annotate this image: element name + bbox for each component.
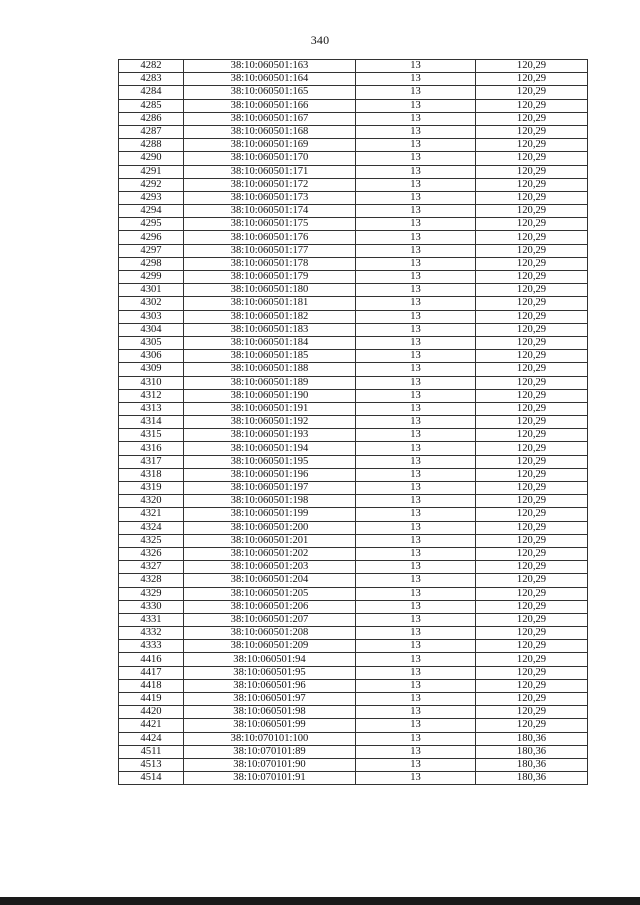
cadastral-number-cell: 38:10:060501:173 (184, 191, 356, 204)
area-cell: 120,29 (476, 482, 588, 495)
area-cell: 120,29 (476, 257, 588, 270)
area-cell: 120,29 (476, 178, 588, 191)
cadastral-number-cell: 38:10:060501:165 (184, 86, 356, 99)
table-row (119, 587, 588, 600)
cadastral-number-cell: 38:10:070101:100 (184, 732, 356, 745)
area-cell: 120,29 (476, 455, 588, 468)
area-cell: 120,29 (476, 86, 588, 99)
table-row (119, 139, 588, 152)
zone-cell: 13 (356, 376, 476, 389)
area-cell: 180,36 (476, 772, 588, 785)
area-cell: 120,29 (476, 191, 588, 204)
table-row (119, 86, 588, 99)
zone-cell: 13 (356, 495, 476, 508)
cadastral-number-cell: 38:10:060501:189 (184, 376, 356, 389)
table-row (119, 455, 588, 468)
area-cell: 180,36 (476, 745, 588, 758)
row-number-cell: 4424 (119, 732, 184, 745)
zone-cell: 13 (356, 152, 476, 165)
cadastral-number-cell: 38:10:060501:190 (184, 389, 356, 402)
area-cell: 120,29 (476, 627, 588, 640)
table-row (119, 666, 588, 679)
zone-cell: 13 (356, 257, 476, 270)
zone-cell: 13 (356, 745, 476, 758)
zone-cell: 13 (356, 125, 476, 138)
table-row (119, 693, 588, 706)
cadastral-number-cell: 38:10:060501:182 (184, 310, 356, 323)
zone-cell: 13 (356, 310, 476, 323)
zone-cell: 13 (356, 112, 476, 125)
table-row (119, 627, 588, 640)
row-number-cell: 4319 (119, 482, 184, 495)
row-number-cell: 4314 (119, 416, 184, 429)
zone-cell: 13 (356, 297, 476, 310)
zone-cell: 13 (356, 363, 476, 376)
zone-cell: 13 (356, 271, 476, 284)
row-number-cell: 4417 (119, 666, 184, 679)
cadastral-number-cell: 38:10:060501:209 (184, 640, 356, 653)
cadastral-number-cell: 38:10:060501:201 (184, 534, 356, 547)
table-row (119, 165, 588, 178)
cadastral-number-cell: 38:10:060501:94 (184, 653, 356, 666)
row-number-cell: 4327 (119, 561, 184, 574)
table-row (119, 574, 588, 587)
cadastral-number-cell: 38:10:060501:204 (184, 574, 356, 587)
row-number-cell: 4416 (119, 653, 184, 666)
cadastral-number-cell: 38:10:070101:90 (184, 758, 356, 771)
area-cell: 120,29 (476, 547, 588, 560)
registry-table (118, 59, 588, 785)
row-number-cell: 4282 (119, 60, 184, 73)
cadastral-number-cell: 38:10:060501:197 (184, 482, 356, 495)
cadastral-number-cell: 38:10:060501:192 (184, 416, 356, 429)
zone-cell: 13 (356, 165, 476, 178)
row-number-cell: 4316 (119, 442, 184, 455)
table-row (119, 640, 588, 653)
table-row (119, 745, 588, 758)
cadastral-number-cell: 38:10:060501:191 (184, 402, 356, 415)
row-number-cell: 4290 (119, 152, 184, 165)
table-row (119, 772, 588, 785)
row-number-cell: 4304 (119, 323, 184, 336)
zone-cell: 13 (356, 574, 476, 587)
zone-cell: 13 (356, 191, 476, 204)
area-cell: 120,29 (476, 284, 588, 297)
area-cell: 120,29 (476, 574, 588, 587)
zone-cell: 13 (356, 627, 476, 640)
cadastral-number-cell: 38:10:060501:183 (184, 323, 356, 336)
table-row (119, 719, 588, 732)
area-cell: 120,29 (476, 231, 588, 244)
zone-cell: 13 (356, 468, 476, 481)
area-cell: 120,29 (476, 600, 588, 613)
area-cell: 120,29 (476, 693, 588, 706)
area-cell: 120,29 (476, 508, 588, 521)
row-number-cell: 4283 (119, 73, 184, 86)
table-row (119, 178, 588, 191)
zone-cell: 13 (356, 178, 476, 191)
zone-cell: 13 (356, 521, 476, 534)
table-row (119, 534, 588, 547)
table-row (119, 402, 588, 415)
table-row (119, 60, 588, 73)
table-row (119, 389, 588, 402)
zone-cell: 13 (356, 547, 476, 560)
zone-cell: 13 (356, 402, 476, 415)
row-number-cell: 4511 (119, 745, 184, 758)
table-row (119, 125, 588, 138)
cadastral-number-cell: 38:10:060501:206 (184, 600, 356, 613)
area-cell: 120,29 (476, 125, 588, 138)
area-cell: 120,29 (476, 363, 588, 376)
area-cell: 120,29 (476, 152, 588, 165)
table-row (119, 363, 588, 376)
area-cell: 120,29 (476, 640, 588, 653)
scan-edge-bar (0, 897, 640, 905)
row-number-cell: 4294 (119, 205, 184, 218)
row-number-cell: 4419 (119, 693, 184, 706)
zone-cell: 13 (356, 442, 476, 455)
row-number-cell: 4310 (119, 376, 184, 389)
row-number-cell: 4324 (119, 521, 184, 534)
cadastral-number-cell: 38:10:060501:99 (184, 719, 356, 732)
table-row (119, 350, 588, 363)
area-cell: 120,29 (476, 706, 588, 719)
area-cell: 120,29 (476, 402, 588, 415)
area-cell: 120,29 (476, 218, 588, 231)
row-number-cell: 4514 (119, 772, 184, 785)
row-number-cell: 4329 (119, 587, 184, 600)
table-row (119, 732, 588, 745)
table-row (119, 218, 588, 231)
area-cell: 120,29 (476, 561, 588, 574)
zone-cell: 13 (356, 389, 476, 402)
zone-cell: 13 (356, 99, 476, 112)
row-number-cell: 4320 (119, 495, 184, 508)
row-number-cell: 4328 (119, 574, 184, 587)
zone-cell: 13 (356, 508, 476, 521)
table-row (119, 679, 588, 692)
cadastral-number-cell: 38:10:060501:181 (184, 297, 356, 310)
area-cell: 120,29 (476, 99, 588, 112)
row-number-cell: 4332 (119, 627, 184, 640)
cadastral-number-cell: 38:10:060501:97 (184, 693, 356, 706)
row-number-cell: 4287 (119, 125, 184, 138)
row-number-cell: 4299 (119, 271, 184, 284)
table-row (119, 323, 588, 336)
area-cell: 120,29 (476, 719, 588, 732)
zone-cell: 13 (356, 73, 476, 86)
table-row (119, 416, 588, 429)
area-cell: 120,29 (476, 205, 588, 218)
table-row (119, 271, 588, 284)
zone-cell: 13 (356, 482, 476, 495)
row-number-cell: 4312 (119, 389, 184, 402)
area-cell: 120,29 (476, 297, 588, 310)
cadastral-number-cell: 38:10:060501:200 (184, 521, 356, 534)
row-number-cell: 4288 (119, 139, 184, 152)
zone-cell: 13 (356, 758, 476, 771)
zone-cell: 13 (356, 693, 476, 706)
table-row (119, 653, 588, 666)
table-row (119, 561, 588, 574)
row-number-cell: 4309 (119, 363, 184, 376)
area-cell: 120,29 (476, 534, 588, 547)
cadastral-number-cell: 38:10:060501:184 (184, 336, 356, 349)
row-number-cell: 4297 (119, 244, 184, 257)
area-cell: 120,29 (476, 468, 588, 481)
cadastral-number-cell: 38:10:070101:91 (184, 772, 356, 785)
row-number-cell: 4301 (119, 284, 184, 297)
area-cell: 120,29 (476, 587, 588, 600)
cadastral-number-cell: 38:10:060501:170 (184, 152, 356, 165)
row-number-cell: 4318 (119, 468, 184, 481)
zone-cell: 13 (356, 640, 476, 653)
row-number-cell: 4306 (119, 350, 184, 363)
zone-cell: 13 (356, 284, 476, 297)
row-number-cell: 4325 (119, 534, 184, 547)
zone-cell: 13 (356, 416, 476, 429)
row-number-cell: 4315 (119, 429, 184, 442)
row-number-cell: 4418 (119, 679, 184, 692)
zone-cell: 13 (356, 218, 476, 231)
zone-cell: 13 (356, 231, 476, 244)
cadastral-number-cell: 38:10:060501:177 (184, 244, 356, 257)
zone-cell: 13 (356, 772, 476, 785)
area-cell: 120,29 (476, 165, 588, 178)
table-row (119, 468, 588, 481)
table-row (119, 600, 588, 613)
cadastral-number-cell: 38:10:060501:166 (184, 99, 356, 112)
row-number-cell: 4420 (119, 706, 184, 719)
zone-cell: 13 (356, 244, 476, 257)
zone-cell: 13 (356, 653, 476, 666)
cadastral-number-cell: 38:10:060501:185 (184, 350, 356, 363)
area-cell: 180,36 (476, 758, 588, 771)
area-cell: 120,29 (476, 60, 588, 73)
area-cell: 120,29 (476, 112, 588, 125)
cadastral-number-cell: 38:10:060501:178 (184, 257, 356, 270)
area-cell: 120,29 (476, 139, 588, 152)
table-row (119, 521, 588, 534)
cadastral-number-cell: 38:10:060501:198 (184, 495, 356, 508)
table-row (119, 310, 588, 323)
zone-cell: 13 (356, 613, 476, 626)
cadastral-number-cell: 38:10:060501:193 (184, 429, 356, 442)
cadastral-number-cell: 38:10:060501:196 (184, 468, 356, 481)
zone-cell: 13 (356, 139, 476, 152)
row-number-cell: 4331 (119, 613, 184, 626)
area-cell: 120,29 (476, 442, 588, 455)
cadastral-number-cell: 38:10:060501:95 (184, 666, 356, 679)
zone-cell: 13 (356, 336, 476, 349)
table-row (119, 613, 588, 626)
table-row (119, 99, 588, 112)
area-cell: 120,29 (476, 350, 588, 363)
table-row (119, 73, 588, 86)
row-number-cell: 4284 (119, 86, 184, 99)
cadastral-number-cell: 38:10:060501:195 (184, 455, 356, 468)
row-number-cell: 4293 (119, 191, 184, 204)
table-row (119, 152, 588, 165)
cadastral-number-cell: 38:10:060501:96 (184, 679, 356, 692)
cadastral-number-cell: 38:10:060501:174 (184, 205, 356, 218)
table-row (119, 112, 588, 125)
zone-cell: 13 (356, 323, 476, 336)
row-number-cell: 4513 (119, 758, 184, 771)
row-number-cell: 4330 (119, 600, 184, 613)
row-number-cell: 4302 (119, 297, 184, 310)
cadastral-number-cell: 38:10:060501:172 (184, 178, 356, 191)
area-cell: 120,29 (476, 336, 588, 349)
row-number-cell: 4313 (119, 402, 184, 415)
cadastral-number-cell: 38:10:060501:179 (184, 271, 356, 284)
row-number-cell: 4295 (119, 218, 184, 231)
cadastral-number-cell: 38:10:060501:207 (184, 613, 356, 626)
row-number-cell: 4285 (119, 99, 184, 112)
zone-cell: 13 (356, 666, 476, 679)
zone-cell: 13 (356, 455, 476, 468)
area-cell: 120,29 (476, 244, 588, 257)
area-cell: 120,29 (476, 521, 588, 534)
zone-cell: 13 (356, 86, 476, 99)
area-cell: 120,29 (476, 389, 588, 402)
table-row (119, 244, 588, 257)
area-cell: 120,29 (476, 679, 588, 692)
table-row (119, 297, 588, 310)
row-number-cell: 4298 (119, 257, 184, 270)
row-number-cell: 4333 (119, 640, 184, 653)
row-number-cell: 4291 (119, 165, 184, 178)
table-row (119, 257, 588, 270)
cadastral-number-cell: 38:10:060501:167 (184, 112, 356, 125)
registry-table-body (119, 60, 588, 785)
cadastral-number-cell: 38:10:060501:199 (184, 508, 356, 521)
cadastral-number-cell: 38:10:060501:169 (184, 139, 356, 152)
area-cell: 120,29 (476, 323, 588, 336)
page-number: 340 (310, 33, 330, 47)
row-number-cell: 4303 (119, 310, 184, 323)
area-cell: 180,36 (476, 732, 588, 745)
table-row (119, 482, 588, 495)
table-row (119, 191, 588, 204)
row-number-cell: 4326 (119, 547, 184, 560)
cadastral-number-cell: 38:10:060501:205 (184, 587, 356, 600)
area-cell: 120,29 (476, 73, 588, 86)
cadastral-number-cell: 38:10:060501:202 (184, 547, 356, 560)
table-row (119, 547, 588, 560)
zone-cell: 13 (356, 429, 476, 442)
zone-cell: 13 (356, 60, 476, 73)
zone-cell: 13 (356, 732, 476, 745)
cadastral-number-cell: 38:10:060501:188 (184, 363, 356, 376)
row-number-cell: 4317 (119, 455, 184, 468)
area-cell: 120,29 (476, 310, 588, 323)
area-cell: 120,29 (476, 271, 588, 284)
table-row (119, 429, 588, 442)
area-cell: 120,29 (476, 376, 588, 389)
row-number-cell: 4305 (119, 336, 184, 349)
zone-cell: 13 (356, 534, 476, 547)
table-row (119, 508, 588, 521)
row-number-cell: 4321 (119, 508, 184, 521)
table-row (119, 442, 588, 455)
row-number-cell: 4292 (119, 178, 184, 191)
cadastral-number-cell: 38:10:060501:180 (184, 284, 356, 297)
table-row (119, 205, 588, 218)
area-cell: 120,29 (476, 653, 588, 666)
cadastral-number-cell: 38:10:070101:89 (184, 745, 356, 758)
area-cell: 120,29 (476, 495, 588, 508)
cadastral-number-cell: 38:10:060501:171 (184, 165, 356, 178)
cadastral-number-cell: 38:10:060501:163 (184, 60, 356, 73)
table-row (119, 376, 588, 389)
cadastral-number-cell: 38:10:060501:208 (184, 627, 356, 640)
area-cell: 120,29 (476, 429, 588, 442)
cadastral-number-cell: 38:10:060501:176 (184, 231, 356, 244)
cadastral-number-cell: 38:10:060501:194 (184, 442, 356, 455)
cadastral-number-cell: 38:10:060501:168 (184, 125, 356, 138)
zone-cell: 13 (356, 561, 476, 574)
row-number-cell: 4296 (119, 231, 184, 244)
row-number-cell: 4421 (119, 719, 184, 732)
zone-cell: 13 (356, 706, 476, 719)
table-row (119, 336, 588, 349)
cadastral-number-cell: 38:10:060501:203 (184, 561, 356, 574)
zone-cell: 13 (356, 587, 476, 600)
zone-cell: 13 (356, 679, 476, 692)
table-row (119, 231, 588, 244)
cadastral-number-cell: 38:10:060501:175 (184, 218, 356, 231)
cadastral-number-cell: 38:10:060501:164 (184, 73, 356, 86)
table-row (119, 758, 588, 771)
area-cell: 120,29 (476, 613, 588, 626)
table-row (119, 495, 588, 508)
zone-cell: 13 (356, 205, 476, 218)
cadastral-number-cell: 38:10:060501:98 (184, 706, 356, 719)
row-number-cell: 4286 (119, 112, 184, 125)
area-cell: 120,29 (476, 416, 588, 429)
zone-cell: 13 (356, 350, 476, 363)
zone-cell: 13 (356, 600, 476, 613)
area-cell: 120,29 (476, 666, 588, 679)
table-row (119, 706, 588, 719)
zone-cell: 13 (356, 719, 476, 732)
table-row (119, 284, 588, 297)
